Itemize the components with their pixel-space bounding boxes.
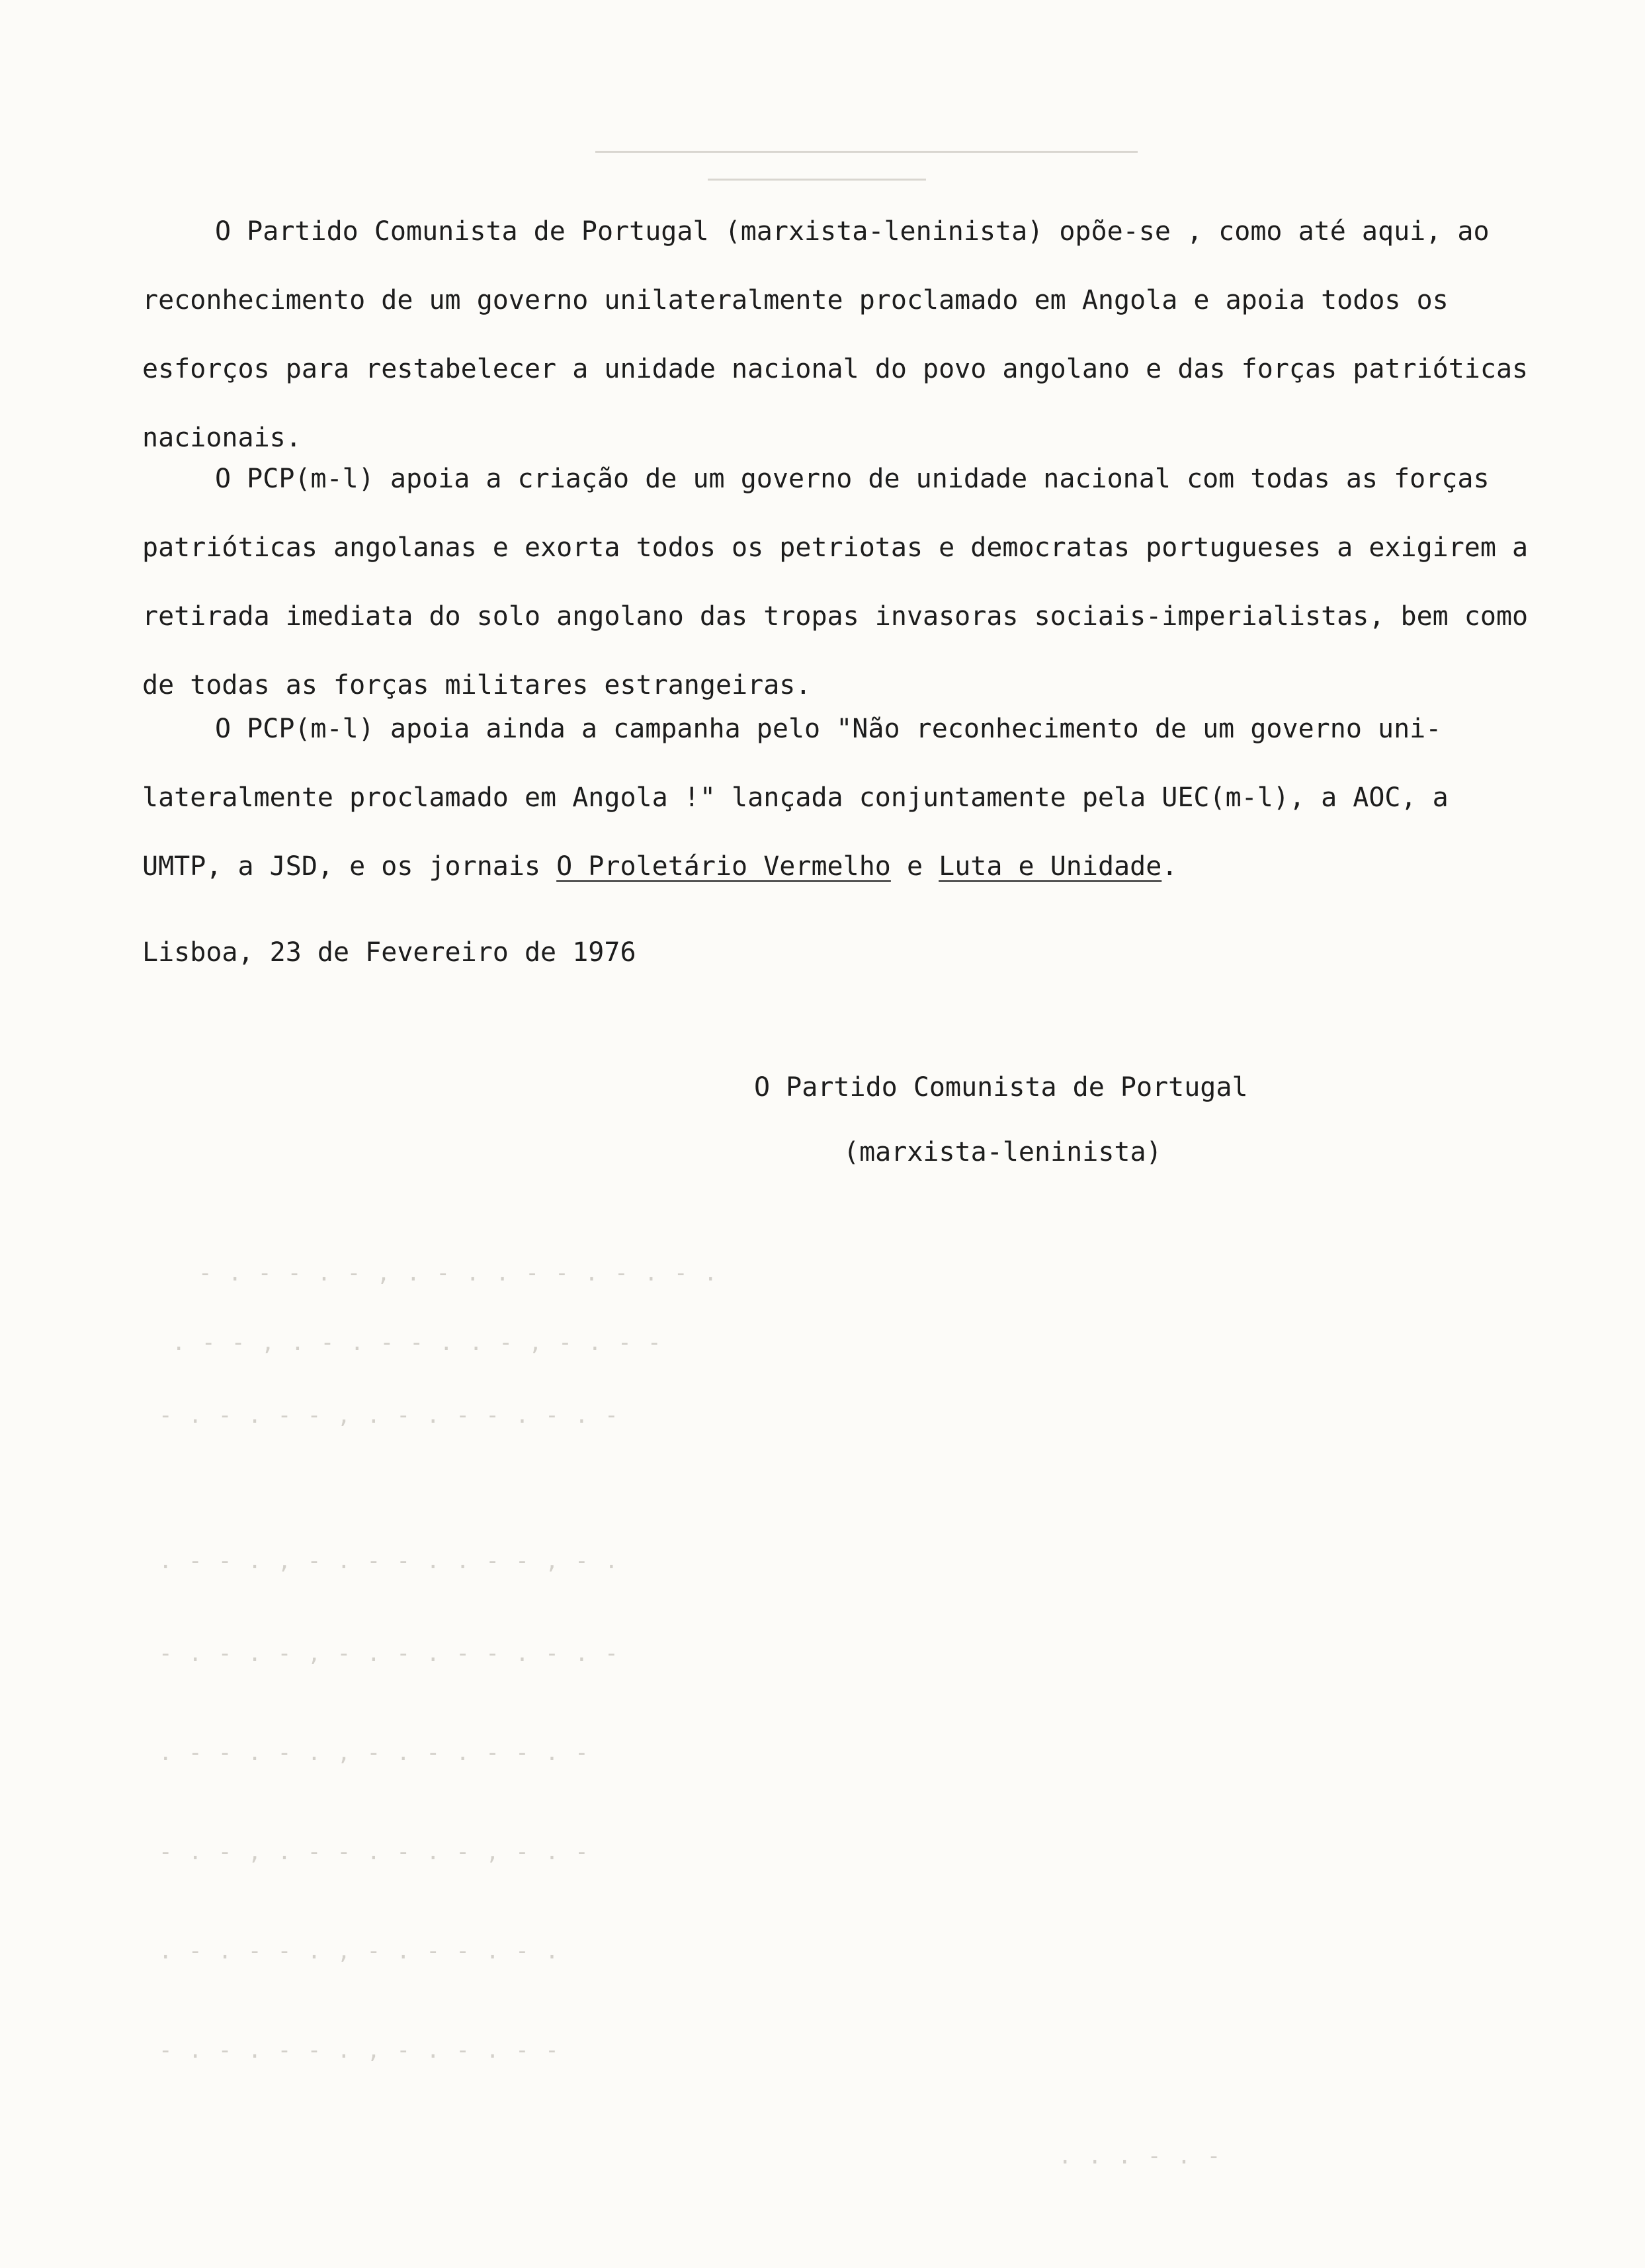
newspaper-title: O Proletário Vermelho <box>556 851 891 882</box>
show-through-mark: . - - , . - . - - . . - , - . - - <box>172 1329 663 1356</box>
show-through-mark: . - . - - . , - . - - . - . <box>159 1938 560 1964</box>
text-segment: . <box>1161 851 1178 882</box>
show-through-mark: - . - , . - - . - . - , - . - <box>159 1839 590 1865</box>
show-through-mark: - . - - . - , . - . . - - . - . - . <box>198 1260 719 1286</box>
text-line: patrióticas angolanas e exorta todos os petriotas e democratas portugueses a exigirem a <box>142 532 1529 563</box>
signature-line-2: (marxista-leninista) <box>843 1137 1162 1167</box>
show-through-mark: . - - . , - . - - . . - - , - . <box>159 1548 620 1574</box>
show-through-mark: - . - . - - . , - . - . - - <box>159 2037 560 2064</box>
paragraph-3 <box>142 694 1465 901</box>
show-through-header <box>595 124 1138 184</box>
paragraph-1 <box>142 197 1529 472</box>
text-line: esforços para restabelecer a unidade nacional do povo angolano e das forças patrióticas <box>142 354 1529 384</box>
signature-block <box>754 1055 1349 1185</box>
text-line: O Partido Comunista de Portugal (marxista-leninista) opõe-se , como até aqui, ao <box>215 216 1490 247</box>
paragraph-2 <box>142 444 1529 720</box>
show-through-mark: . . . - . - <box>1058 2143 1222 2169</box>
date-text: Lisboa, 23 de Fevereiro de 1976 <box>142 937 636 968</box>
text-line: O PCP(m-l) apoia a criação de um governo de unidade nacional com todas as forças <box>215 464 1490 494</box>
text-line: reconhecimento de um governo unilateralmente proclamado em Angola e apoia todos os <box>142 285 1449 315</box>
text-segment: e <box>890 851 939 882</box>
text-segment: UMTP, a JSD, e os jornais <box>142 851 557 882</box>
signature-line-1: O Partido Comunista de Portugal <box>754 1072 1248 1103</box>
show-through-mark: - . - . - , - . - . - - . - . - <box>159 1640 620 1667</box>
newspaper-title: Luta e Unidade <box>939 851 1162 882</box>
show-through-mark: . - - . - . , - . - . - - . - <box>159 1740 590 1766</box>
show-through-mark: - . - . - - , . - . - - . - . - <box>159 1402 620 1429</box>
text-line: de todas as forças militares estrangeiras. <box>142 670 812 700</box>
text-line: O PCP(m-l) apoia ainda a campanha pelo "Não reconhecimento de um governo uni- <box>215 714 1442 744</box>
text-line-with-newspapers <box>142 832 1465 901</box>
date-line <box>142 918 1465 987</box>
text-line: nacionais. <box>142 423 302 453</box>
text-line: retirada imediata do solo angolano das tropas invasoras sociais-imperialistas, bem como <box>142 601 1529 632</box>
text-line: lateralmente proclamado em Angola !" lançada conjuntamente pela UEC(m-l), a AOC, a <box>142 782 1449 813</box>
